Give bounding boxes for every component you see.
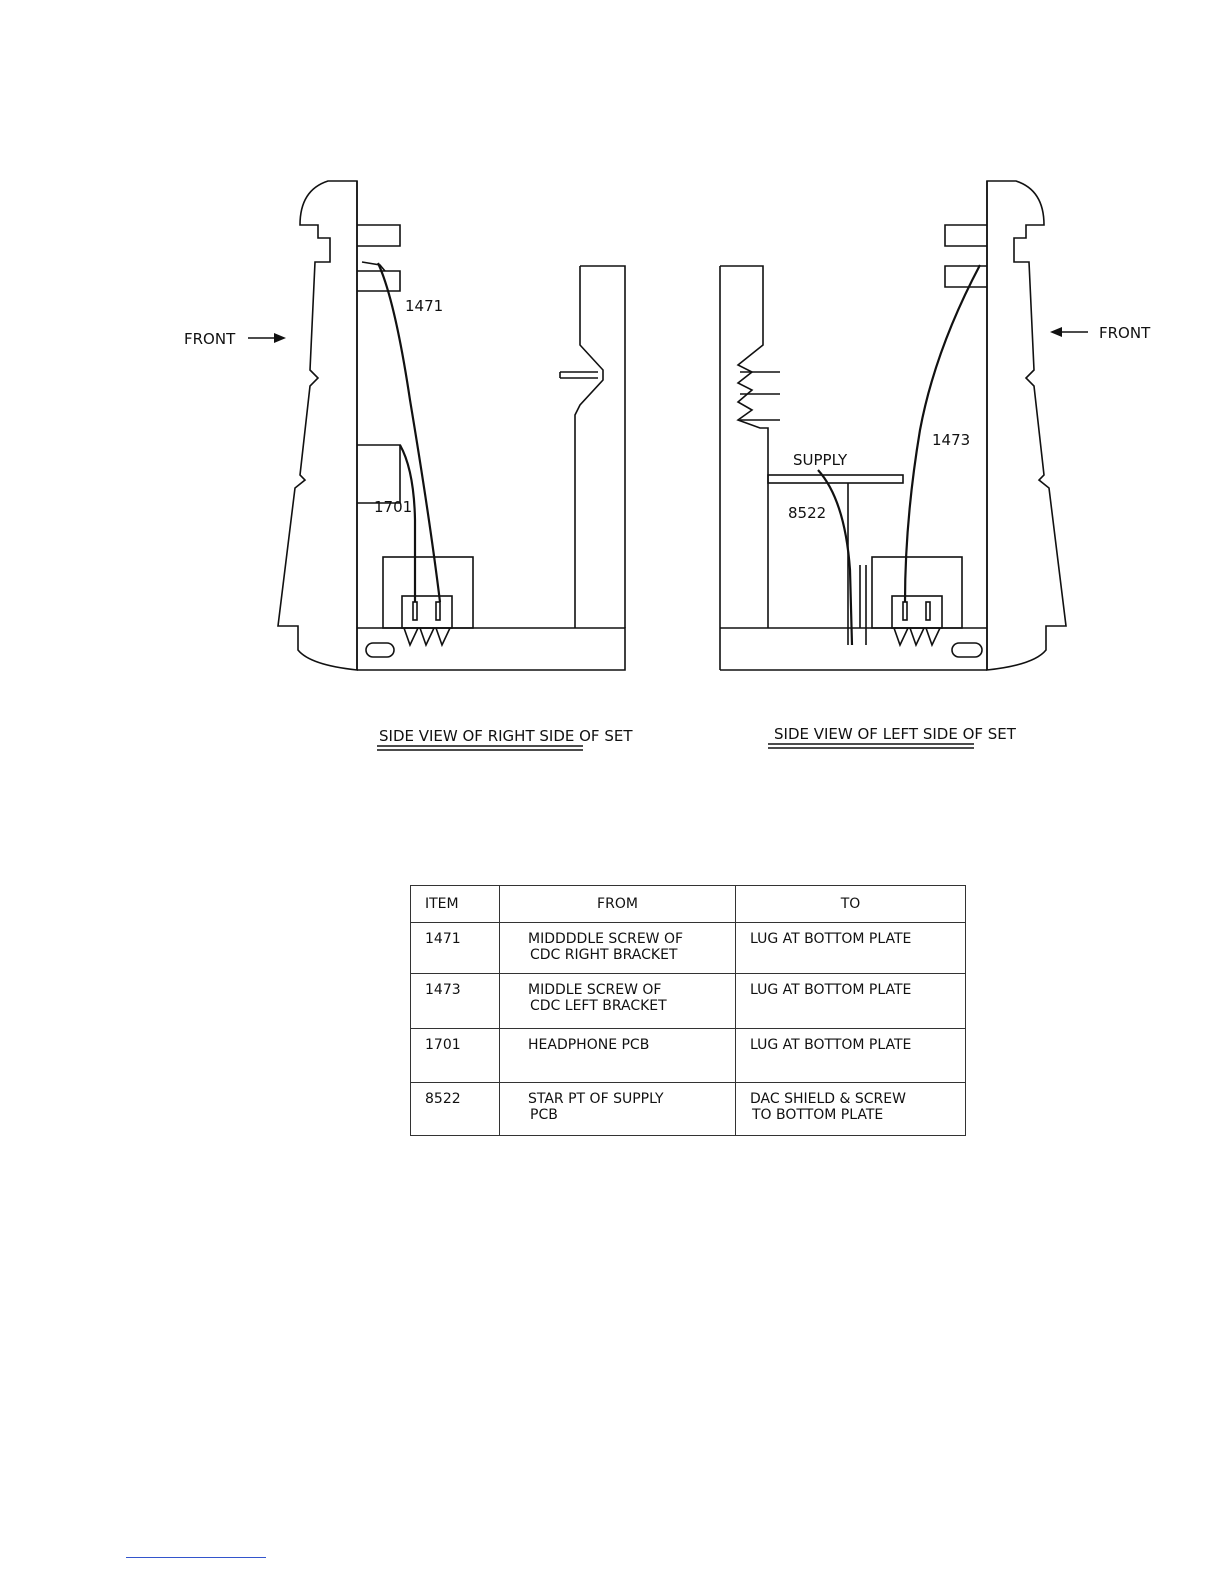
right-bottom-plate: [357, 628, 625, 670]
to-line-1: LUG AT BOTTOM PLATE: [750, 931, 912, 947]
from-line-2: CDC RIGHT BRACKET: [530, 947, 678, 963]
cell-to: [736, 923, 966, 974]
left-rear-panel: [720, 266, 768, 670]
cell-to: [736, 1083, 966, 1136]
right-headphone-pcb: [357, 445, 400, 503]
right-side-view: [184, 181, 633, 750]
from-line-2: PCB: [530, 1107, 558, 1123]
right-cdc-bracket-bottom: [357, 271, 400, 291]
table-row: [411, 1083, 966, 1136]
left-bottom-plate: [720, 628, 987, 670]
table-row: [411, 1029, 966, 1083]
to-line-2: TO BOTTOM PLATE: [752, 1107, 884, 1123]
right-front-arrow-icon: [274, 333, 286, 343]
from-line-1: MIDDDDLE SCREW OF: [528, 931, 684, 947]
left-slot: [952, 643, 982, 657]
right-lug-housing: [383, 557, 473, 628]
left-front-arrow-icon: [1050, 327, 1062, 337]
table-header-row: [411, 886, 966, 923]
wiring-table: [410, 885, 966, 1136]
right-front-panel: [278, 181, 357, 670]
left-wire-8522: [818, 470, 852, 645]
to-line-1: DAC SHIELD & SCREW: [750, 1091, 906, 1107]
right-rear-panel: [575, 266, 625, 628]
table-row: [411, 923, 966, 974]
cell-from: [500, 1029, 736, 1083]
from-line-1: STAR PT OF SUPPLY: [528, 1091, 664, 1107]
from-line-1: MIDDLE SCREW OF: [528, 982, 662, 998]
supply-label: SUPPLY: [793, 451, 848, 469]
left-lug-block: [892, 596, 942, 628]
cell-from: [500, 1083, 736, 1136]
to-line-1: LUG AT BOTTOM PLATE: [750, 1037, 912, 1053]
right-front-label: FRONT: [184, 330, 236, 348]
header-item: ITEM: [411, 886, 500, 923]
cell-item: 1473: [411, 974, 500, 1029]
right-lug-block: [402, 596, 452, 628]
from-line-2: CDC LEFT BRACKET: [530, 998, 667, 1014]
right-wire-label-1471: 1471: [405, 297, 444, 315]
left-wire-label-8522: 8522: [788, 504, 827, 522]
left-cdc-bracket-bottom: [945, 266, 987, 287]
table-row: [411, 974, 966, 1029]
left-wire-label-1473: 1473: [932, 431, 971, 449]
cell-from: [500, 923, 736, 974]
left-front-panel: [987, 181, 1066, 670]
cell-to: [736, 974, 966, 1029]
right-wire-label-1701: 1701: [374, 498, 413, 516]
left-cdc-bracket-top: [945, 225, 987, 246]
right-view-caption: SIDE VIEW OF RIGHT SIDE OF SET: [379, 727, 633, 745]
left-supply-pcb: [768, 475, 903, 483]
right-slot: [366, 643, 394, 657]
cell-item: 1471: [411, 923, 500, 974]
header-to: TO: [736, 886, 966, 923]
cell-to: [736, 1029, 966, 1083]
left-front-label: FRONT: [1099, 324, 1151, 342]
left-side-view: [720, 181, 1151, 748]
right-wire-1701: [400, 445, 415, 602]
left-lug-housing: [872, 557, 962, 628]
cell-item: 8522: [411, 1083, 500, 1136]
from-line-1: HEADPHONE PCB: [528, 1037, 650, 1053]
cell-item: 1701: [411, 1029, 500, 1083]
to-line-1: LUG AT BOTTOM PLATE: [750, 982, 912, 998]
header-from: FROM: [500, 886, 736, 923]
right-cdc-bracket-top: [357, 225, 400, 246]
left-view-caption: SIDE VIEW OF LEFT SIDE OF SET: [774, 725, 1016, 743]
footer-rule: [126, 1557, 266, 1558]
cell-from: [500, 974, 736, 1029]
